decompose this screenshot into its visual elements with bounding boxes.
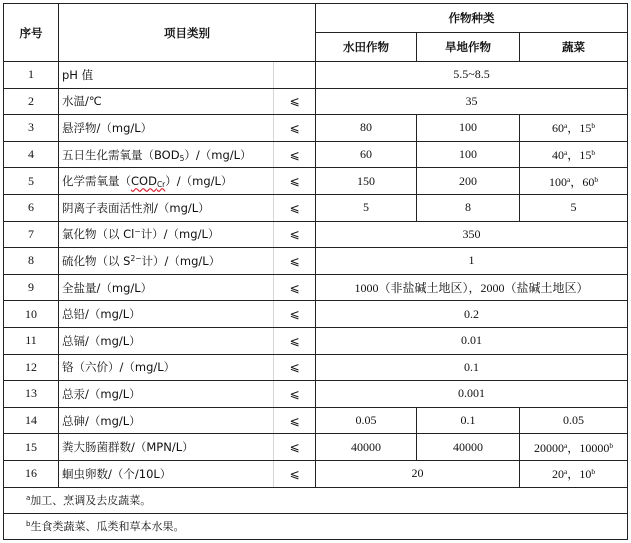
- row-number: 13: [4, 381, 59, 408]
- note-mark-b: b: [591, 121, 596, 131]
- row-comparator: ⩽: [274, 168, 316, 195]
- row-vegetable-value: [520, 460, 628, 487]
- row-dryland-value: 100: [417, 141, 520, 168]
- row-comparator: [274, 62, 316, 89]
- row-comparator: ⩽: [274, 327, 316, 354]
- footnote-b: [4, 513, 628, 539]
- row-number: 11: [4, 327, 59, 354]
- note-mark-a: a: [563, 440, 568, 450]
- row-number: 12: [4, 354, 59, 381]
- row-number: 3: [4, 115, 59, 142]
- note-mark-b: b: [591, 148, 596, 158]
- row-comparator: ⩽: [274, 460, 316, 487]
- row-dryland-value: 200: [417, 168, 520, 195]
- note-mark-b: b: [591, 467, 596, 477]
- item-text-post: 计）/（mg/L）: [140, 227, 220, 242]
- row-number: 5: [4, 168, 59, 195]
- header-paddy-crops: 水田作物: [316, 33, 417, 62]
- row-item: 悬浮物/（mg/L）: [59, 115, 274, 142]
- footnote-row-b: [4, 513, 628, 539]
- table-row: [4, 88, 628, 115]
- veg-value-b: 60: [582, 174, 595, 189]
- row-number: 7: [4, 221, 59, 248]
- row-comparator: ⩽: [274, 301, 316, 328]
- veg-value-a: 40: [551, 148, 564, 163]
- row-dryland-value: 100: [417, 115, 520, 142]
- row-merged-value: 5.5~8.5: [316, 62, 628, 89]
- table-row: [4, 194, 628, 221]
- note-mark-a: a: [563, 148, 568, 158]
- item-superscript: −: [134, 227, 141, 237]
- table-row: [4, 274, 628, 301]
- table-row: [4, 141, 628, 168]
- note-mark-b: b: [609, 440, 614, 450]
- row-number: 9: [4, 274, 59, 301]
- row-item: 总砷/（mg/L）: [59, 407, 274, 434]
- row-comparator: ⩽: [274, 434, 316, 461]
- note-mark-a: a: [563, 121, 568, 131]
- veg-value-a: 60: [551, 121, 564, 136]
- veg-value-b: 15: [579, 148, 592, 163]
- row-comparator: ⩽: [274, 141, 316, 168]
- row-dryland-value: 8: [417, 194, 520, 221]
- row-comparator: ⩽: [274, 407, 316, 434]
- header-item-category: 项目类别: [59, 4, 316, 62]
- standard-table-wrapper: [3, 3, 628, 540]
- table-row: [4, 354, 628, 381]
- row-vegetable-value: [520, 141, 628, 168]
- veg-value-b: 10: [579, 467, 592, 482]
- note-mark-a: a: [563, 467, 568, 477]
- row-merged-value: 1000（非盐碱土地区），2000（盐碱土地区）: [316, 274, 628, 301]
- table-row: [4, 381, 628, 408]
- row-merged-value: 350: [316, 221, 628, 248]
- row-paddy-value: 150: [316, 168, 417, 195]
- row-vegetable-value: [520, 115, 628, 142]
- row-comparator: ⩽: [274, 194, 316, 221]
- row-item: [59, 248, 274, 275]
- table-row: [4, 327, 628, 354]
- item-superscript: 2−: [130, 253, 142, 263]
- item-cod-text: COD: [131, 174, 157, 189]
- table-row: [4, 407, 628, 434]
- row-item: 铬（六价）/（mg/L）: [59, 354, 274, 381]
- row-merged-value: 35: [316, 88, 628, 115]
- row-number: 1: [4, 62, 59, 89]
- footnote-a-mark: a: [26, 494, 31, 502]
- item-text-pre: 五日生化需氧量（BOD: [62, 147, 180, 162]
- row-paddy-value: 0.05: [316, 407, 417, 434]
- veg-separator: ，: [567, 467, 580, 482]
- header-crop-type: 作物种类: [316, 4, 628, 33]
- row-number: 15: [4, 434, 59, 461]
- row-comparator: ⩽: [274, 115, 316, 142]
- veg-value-a: 20000: [533, 440, 564, 455]
- row-number: 8: [4, 248, 59, 275]
- header-vegetables: 蔬菜: [520, 33, 628, 62]
- table-row: [4, 301, 628, 328]
- row-item: 总汞/（mg/L）: [59, 381, 274, 408]
- row-dryland-value: 40000: [417, 434, 520, 461]
- item-text-pre: 化学需氧量（: [62, 174, 131, 189]
- row-item: 全盐量/（mg/L）: [59, 274, 274, 301]
- row-number: 2: [4, 88, 59, 115]
- row-comparator: ⩽: [274, 274, 316, 301]
- veg-value-b: 15: [579, 121, 592, 136]
- table-row: [4, 248, 628, 275]
- row-number: 4: [4, 141, 59, 168]
- row-item: 水温/℃: [59, 88, 274, 115]
- footnote-b-text: 生食类蔬菜、瓜类和草本水果。: [30, 520, 185, 533]
- note-mark-a: a: [566, 174, 571, 184]
- row-merged-value: 1: [316, 248, 628, 275]
- table-row: [4, 221, 628, 248]
- veg-value-a: 20: [551, 467, 564, 482]
- row-comparator: ⩽: [274, 221, 316, 248]
- row-item: 总镉/（mg/L）: [59, 327, 274, 354]
- veg-value-a: 100: [548, 174, 567, 189]
- footnote-a-text: 加工、烹调及去皮蔬菜。: [30, 494, 152, 507]
- irrigation-water-quality-table: [3, 3, 628, 540]
- row-number: 10: [4, 301, 59, 328]
- row-number: 14: [4, 407, 59, 434]
- item-text-post: ）/（mg/L）: [184, 147, 252, 162]
- row-merged-value: 0.001: [316, 381, 628, 408]
- row-comparator: ⩽: [274, 354, 316, 381]
- row-merged-value: 0.1: [316, 354, 628, 381]
- table-row: [4, 62, 628, 89]
- row-item: [59, 221, 274, 248]
- row-vegetable-value: 0.05: [520, 407, 628, 434]
- row-number: 6: [4, 194, 59, 221]
- veg-separator: ，: [567, 148, 580, 163]
- row-item: 阴离子表面活性剂/（mg/L）: [59, 194, 274, 221]
- row-vegetable-value: [520, 434, 628, 461]
- item-text-pre: 氯化物（以 Cl: [62, 227, 135, 242]
- row-merged-value: 0.01: [316, 327, 628, 354]
- row-item: pH 值: [59, 62, 274, 89]
- row-item: [59, 141, 274, 168]
- row-comparator: ⩽: [274, 88, 316, 115]
- item-spellcheck-text: [131, 174, 165, 188]
- item-subscript: 5: [179, 153, 185, 163]
- header-dryland-crops: 旱地作物: [417, 33, 520, 62]
- row-paddy-value: 60: [316, 141, 417, 168]
- row-item: 粪大肠菌群数/（MPN/L）: [59, 434, 274, 461]
- row-comparator: ⩽: [274, 248, 316, 275]
- footnote-a: [4, 487, 628, 513]
- row-item: 总铅/（mg/L）: [59, 301, 274, 328]
- row-vegetable-value: 5: [520, 194, 628, 221]
- row-item: 蛔虫卵数/（个/10L）: [59, 460, 274, 487]
- footnote-row-a: [4, 487, 628, 513]
- item-text-post: ）/（mg/L）: [165, 174, 233, 189]
- veg-separator: ，: [570, 174, 583, 189]
- item-subscript: Cr: [156, 180, 166, 190]
- note-mark-b: b: [594, 174, 599, 184]
- table-row: [4, 115, 628, 142]
- row-paddy-value: 80: [316, 115, 417, 142]
- footnote-b-mark: b: [26, 520, 31, 528]
- row-paddy-dryland-value: 20: [316, 460, 520, 487]
- item-text-post: 计）/（mg/L）: [141, 253, 221, 268]
- row-paddy-value: 40000: [316, 434, 417, 461]
- row-merged-value: 0.2: [316, 301, 628, 328]
- row-paddy-value: 5: [316, 194, 417, 221]
- table-row: [4, 434, 628, 461]
- table-row: [4, 168, 628, 195]
- row-number: 16: [4, 460, 59, 487]
- row-vegetable-value: [520, 168, 628, 195]
- row-comparator: ⩽: [274, 381, 316, 408]
- header-row-1: [4, 4, 628, 33]
- veg-value-b: 10000: [579, 440, 610, 455]
- veg-separator: ，: [567, 440, 580, 455]
- table-row: [4, 460, 628, 487]
- header-serial-number: 序号: [4, 4, 59, 62]
- item-text-pre: 硫化物（以 S: [62, 253, 131, 268]
- veg-separator: ，: [567, 121, 580, 136]
- row-dryland-value: 0.1: [417, 407, 520, 434]
- row-item: [59, 168, 274, 195]
